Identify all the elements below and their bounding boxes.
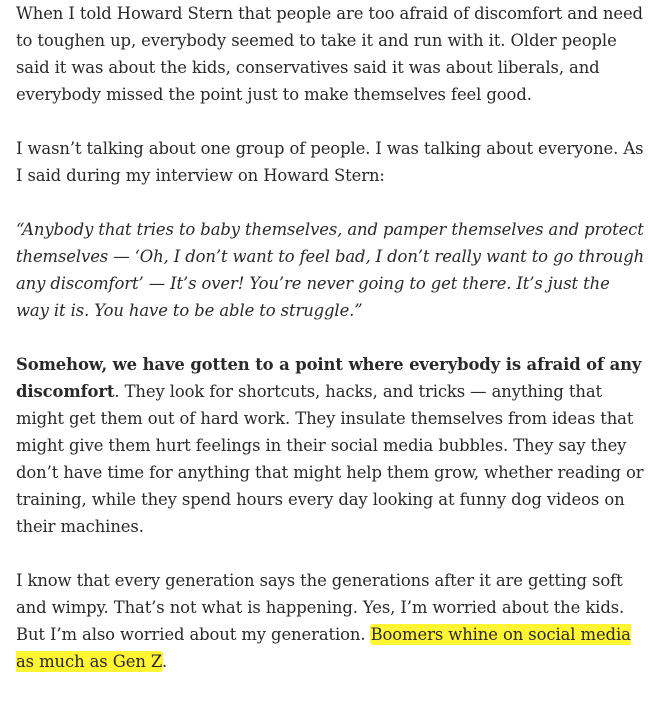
paragraph-intro-text: When I told Howard Stern that people are too afraid of discomfort and need to toughen up, everybody seemed to take it and run with it. Older people said it was about the kids, conservatives said it was about liberals, and everybody missed the point just to make themselves feel good. (16, 4, 643, 104)
article-body (16, 0, 646, 675)
paragraph-quote (16, 216, 646, 324)
paragraph-generation-tail: . (161, 652, 168, 671)
paragraph-context (16, 135, 646, 189)
paragraph-discomfort (16, 351, 646, 540)
highlighted-text[interactable]: Boomers whine on social media as much as Gen Z (16, 625, 631, 671)
paragraph-generation (16, 567, 646, 675)
paragraph-intro (16, 0, 646, 108)
quote-text: “Anybody that tries to baby themselves, and pamper themselves and protect themselves — ‘Oh, I don’t want to feel bad, I don’t really want to go through any discomfort’ — It’s over! You’re never going to get there. It’s just the way it is. You have to be able to struggle.” (16, 220, 645, 320)
paragraph-discomfort-text: . They look for shortcuts, hacks, and tricks — anything that might get them out of hard work. They insulate themselves from ideas that might give them hurt feelings in their social media bubbles. They say they don’t have time for anything that might help them grow, whether reading or training, while they spend hours every day looking at funny dog videos on their machines. (16, 382, 644, 536)
paragraph-generation-text: I know that every generation says the generations after it are getting soft and wimpy. That’s not what is happening. Yes, I’m worried about the kids. But I’m also worried about my generation. (16, 571, 625, 644)
paragraph-context-text: I wasn’t talking about one group of people. I was talking about everyone. As I said during my interview on Howard Stern: (16, 139, 644, 185)
bold-lead-sentence: Somehow, we have gotten to a point where everybody is afraid of any discomfort (16, 355, 642, 401)
